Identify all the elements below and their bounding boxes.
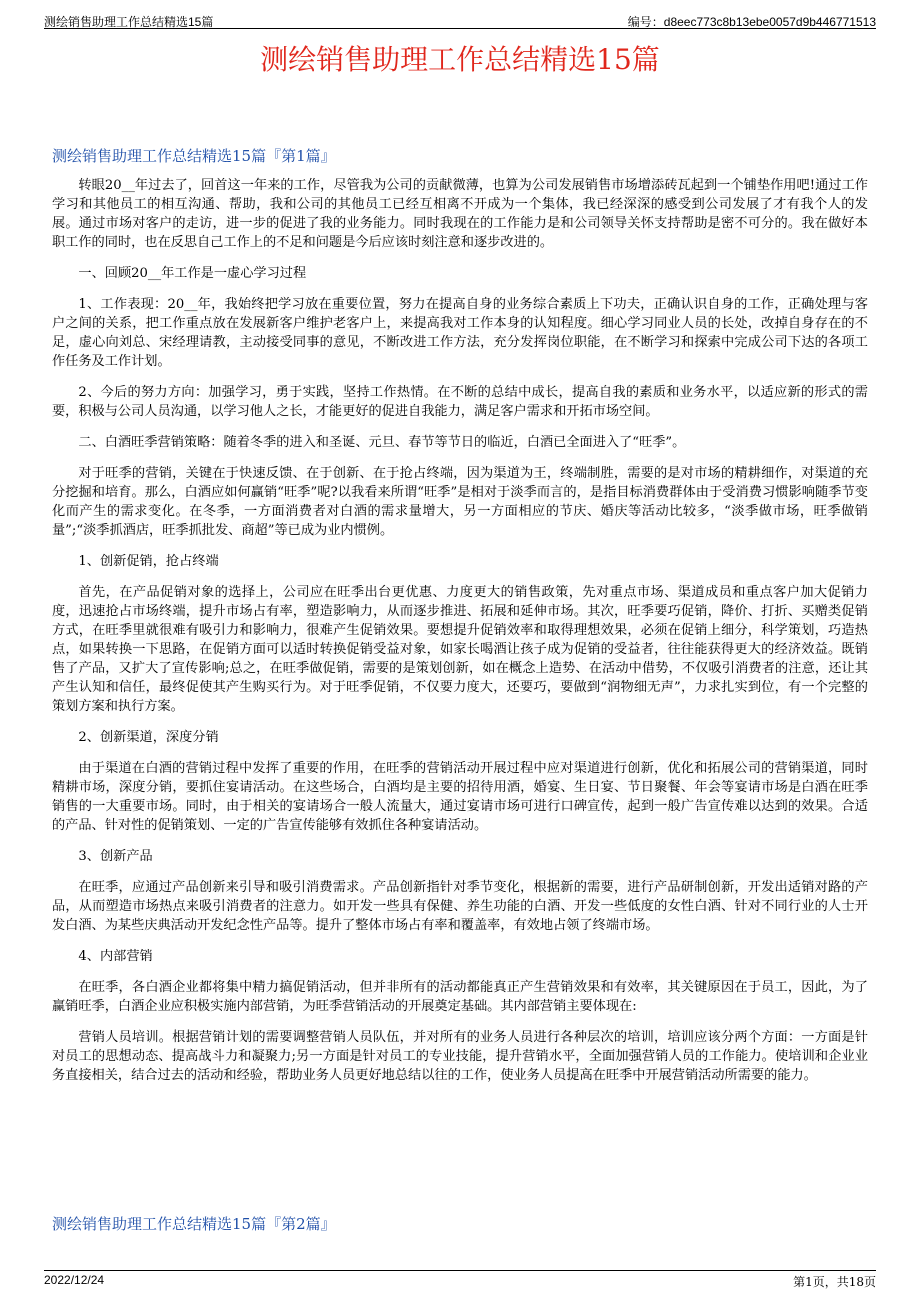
paragraph: 在旺季，各白酒企业都将集中精力搞促销活动，但并非所有的活动都能真正产生营销效果和有效率，其关键原因在于员工，因此，为了赢销旺季，白酒企业应积极实施内部营销，为旺季营销活动的开展奠定基础。其内部营销主要体现在: [52, 980, 868, 1014]
paragraph: 二、白酒旺季营销策略：随着冬季的进入和圣诞、元旦、春节等节日的临近，白酒已全面进入了“旺季”。 [78, 435, 686, 450]
paragraph: 转眼20__年过去了，回首这一年来的工作，尽管我为公司的贡献微薄，也算为公司发展销售市场增添砖瓦起到一个铺垫作用吧!通过工作学习和其他员工的相互沟通、帮助，我和公司的其他员工已经互相离不开成为一个集体，我已经深深的感受到公司发展了才有我个人的发展。通过市场对客户的走访，进一步的促进了我的业务能力。同时我现在的工作能力是和公司领导关怀支持帮助是密不可分的。我在做好本职工作的同时，也在反思自己工作上的不足和问题是今后应该时刻注意和逐步改进的。 [52, 178, 868, 250]
page-footer [44, 1270, 876, 1287]
paragraph: 由于渠道在白酒的营销过程中发挥了重要的作用，在旺季的营销活动开展过程中应对渠道进行创新，优化和拓展公司的营销渠道，同时精耕市场，深度分销，要抓住宴请活动。在这些场合，白酒均是主要的招待用酒，婚宴、生日宴、节日聚餐、年会等宴请市场是白酒在旺季销售的一大重要市场。同时，由于相关的宴请场合一般人流量大，通过宴请市场可进行口碑宣传，起到一般广告宣传难以达到的效果。合适的产品、针对性的促销策划、一定的广告宣传能够有效抓住各种宴请活动。 [52, 761, 868, 833]
paragraph: 3、创新产品 [78, 849, 153, 864]
header-doc-title: 测绘销售助理工作总结精选15篇 [44, 15, 214, 29]
paragraph: 1、工作表现：20__年，我始终把学习放在重要位置，努力在提高自身的业务综合素质上下功夫，正确认识自身的工作，正确处理与客户之间的关系，把工作重点放在发展新客户维护老客户上，来提高我对工作本身的认知程度。细心学习同业人员的长处，改掉自身存在的不足，虚心向刘总、宋经理请教，主动接受同事的意见，不断改进工作方法，充分发挥岗位职能，在不断学习和探索中完成公司下达的各项工作任务及工作计划。 [52, 297, 868, 369]
paragraph: 营销人员培训。根据营销计划的需要调整营销人员队伍，并对所有的业务人员进行各种层次的培训，培训应该分两个方面：一方面是针对员工的思想动态、提高战斗力和凝聚力;另一方面是针对员工的专业技能，提升营销水平，全面加强营销人员的工作能力。使培训和企业业务直接相关，结合过去的活动和经验，帮助业务人员更好地总结以往的工作，使业务人员提高在旺季中开展营销活动所需要的能力。 [52, 1030, 868, 1083]
section-heading-1[interactable]: 测绘销售助理工作总结精选15篇『第1篇』 [52, 147, 336, 165]
paragraph: 在旺季，应通过产品创新来引导和吸引消费需求。产品创新指针对季节变化，根据新的需要，进行产品研制创新，开发出适销对路的产品，从而塑造市场热点来吸引消费者的注意力。如开发一些具有保健、养生功能的白酒、开发一些低度的女性白酒、针对不同行业的人士开发白酒、为某些庆典活动开发纪念性产品等。提升了整体市场占有率和覆盖率，有效地占领了终端市场。 [52, 880, 868, 933]
page-header [44, 8, 876, 29]
paragraph: 对于旺季的营销，关键在于快速反馈、在于创新、在于抢占终端，因为渠道为王，终端制胜，需要的是对市场的精耕细作，对渠道的充分挖掘和培育。那么，白酒应如何赢销“旺季”呢?以我看来所谓“旺季”是相对于淡季而言的，是指目标消费群体由于受消费习惯影响随季节变化而产生的需求变化。在冬季，一方面消费者对白酒的需求量增大，另一方面相应的节庆、婚庆等活动比较多，“淡季做市场，旺季做销量”;“淡季抓酒店，旺季抓批发、商超”等已成为业内惯例。 [52, 466, 868, 538]
paragraph: 首先，在产品促销对象的选择上，公司应在旺季出台更优惠、力度更大的销售政策，先对重点市场、渠道成员和重点客户加大促销力度，迅速抢占市场终端，提升市场占有率，塑造影响力，从而逐步推进、拓展和延伸市场。其次，旺季要巧促销，降价、打折、买赠类促销方式，在旺季里就很难有吸引力和影响力，很难产生促销效果。要想提升促销效率和取得理想效果，必须在促销上细分，科学策划，巧造热点，如果转换一下思路，在促销方面可以适时转换促销受益对象，如家长喝酒让孩子成为促销的受益者，往往能获得更大的经济效益。既销售了产品，又扩大了宣传影响;总之，在旺季做促销，需要的是策划创新，如在概念上造势、在活动中借势，不仅吸引消费者的注意，还让其产生认知和信任，最终促使其产生购买行为。对于旺季促销，不仅要力度大，还要巧，要做到“润物细无声”，力求扎实到位，有一个完整的策划方案和执行方案。 [52, 585, 868, 714]
footer-page-number: 第1页，共18页 [793, 1275, 876, 1289]
paragraph: 1、创新促销，抢占终端 [78, 554, 219, 569]
section-heading-2[interactable]: 测绘销售助理工作总结精选15篇『第2篇』 [52, 1215, 336, 1233]
paragraph: 2、创新渠道，深度分销 [78, 730, 219, 745]
header-doc-id: 编号：d8eec773c8b13ebe0057d9b446771513 [627, 15, 876, 29]
document-body [52, 176, 868, 1097]
page-title: 测绘销售助理工作总结精选15篇 [260, 43, 660, 76]
paragraph: 2、今后的努力方向：加强学习，勇于实践，坚持工作热情。在不断的总结中成长，提高自我的素质和业务水平，以适应新的形式的需要，积极与公司人员沟通，以学习他人之长，才能更好的促进自我能力，满足客户需求和开拓市场空间。 [52, 385, 868, 419]
footer-date: 2022/12/24 [44, 1273, 105, 1287]
paragraph: 4、内部营销 [78, 949, 153, 964]
paragraph: 一、回顾20__年工作是一虚心学习过程 [78, 266, 307, 281]
